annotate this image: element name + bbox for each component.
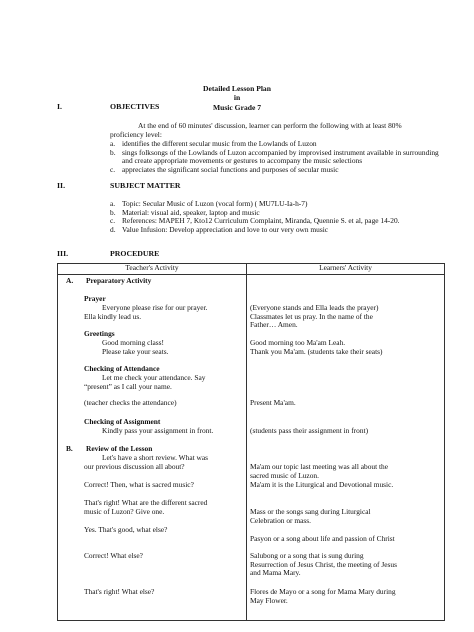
review-teacher-question: That's right! What are the different sacred music of Luzon? Give one. [84, 498, 208, 516]
attendance-heading: Checking of Attendance [84, 364, 160, 373]
subject-marker: d. [110, 224, 116, 234]
greetings-learner-text: Good morning too Ma'am Leah. Thank you Ma'am. (students take their seats) [250, 338, 383, 356]
attendance-learner-text: Present Ma'am. [250, 398, 296, 407]
review-teacher-question: Correct! Then, what is sacred music? [84, 480, 194, 489]
attendance-teacher-text: Let me check your attendance. Say “present” as I call your name. [84, 373, 206, 391]
attendance-teacher-note: (teacher checks the attendance) [84, 398, 177, 407]
review-teacher-question: That's right! What else? [84, 587, 155, 596]
subject-marker: c. [110, 216, 116, 226]
review-heading: B. Review of the Lesson [66, 444, 153, 453]
objectives-list [110, 140, 440, 174]
objective-marker: b. [110, 147, 116, 157]
procedure-number: III. [57, 249, 69, 258]
objectives-intro [110, 122, 440, 139]
review-learner-answer: Ma'am it is the Liturgical and Devotional music. [250, 480, 394, 489]
objective-marker: a. [110, 139, 116, 148]
learners-activity-cell [247, 275, 445, 621]
document-title [0, 84, 474, 112]
procedure-heading: PROCEDURE [110, 249, 160, 258]
teacher-column-header: Teacher's Activity [58, 264, 247, 275]
preparatory-heading: A. Preparatory Activity [66, 276, 152, 285]
subject-text: Value Infusion: Develop appreciation and love to our very own music [122, 224, 329, 234]
learners-column-header: Learners' Activity [247, 264, 445, 275]
procedure-table-body-row [58, 275, 445, 621]
subject-text: References: MAPEH 7, Kto12 Curriculum Complaint, Miranda, Quennie S. et al, page 14-20. [122, 216, 400, 226]
assignment-learner-text: (students pass their assignment in front) [250, 426, 369, 435]
subject-text: Material: visual aid, speaker, laptop and music [122, 207, 260, 217]
prayer-teacher-text: Everyone please rise for our prayer. Ella kindly lead us. [84, 303, 208, 321]
greetings-heading: Greetings [84, 329, 115, 338]
review-learner-answer: Salubong or a song that is sung during Resurrection of Jesus Christ, the meeting of Jesus and Mama Mary. [250, 551, 397, 578]
objective-marker: c. [110, 164, 116, 174]
review-learner-answer: Flores de Mayo or a song for Mama Mary during May Flower. [250, 587, 396, 605]
subject-heading: SUBJECT MATTER [110, 181, 181, 190]
assignment-heading: Checking of Assignment [84, 417, 161, 426]
title-line-3: Music Grade 7 [212, 102, 262, 112]
subject-marker: a. [110, 199, 116, 208]
review-learner-answer: Pasyon or a song about life and passion of Christ [250, 534, 395, 543]
objectives-heading: OBJECTIVES [110, 102, 160, 111]
title-line-2: in [233, 93, 241, 103]
objectives-intro-line-1: At the end of 60 minutes' discussion, learner can perform the following with at least 80% [138, 121, 402, 130]
procedure-table-header-row [58, 264, 445, 275]
subject-list [110, 200, 440, 234]
objective-item [110, 149, 440, 166]
review-learner-answer: Ma'am our topic last meeting was all about the sacred music of Luzon. [250, 462, 389, 480]
review-teacher-intro: Let's have a short review. What was our previous discussion all about? [84, 453, 208, 471]
assignment-teacher-text: Kindly pass your assignment in front. [102, 426, 214, 435]
prayer-learner-text: (Everyone stands and Ella leads the prayer) Classmates let us pray. In the name of the Father… Amen. [250, 303, 379, 330]
subject-text: Topic: Secular Music of Luzon (vocal form) ( MU7LU-Ia-h-7) [122, 199, 308, 208]
objectives-number: I. [57, 102, 62, 111]
review-learner-answer: Mass or the songs sang during Liturgical Celebration or mass. [250, 507, 371, 525]
objective-text: identifies the different secular music from the Lowlands of Luzon [122, 139, 317, 148]
title-line-1: Detailed Lesson Plan [203, 84, 271, 93]
procedure-table [57, 263, 445, 621]
review-teacher-question: Correct! What else? [84, 551, 143, 560]
objective-text: sings folksongs of the Lowlands of Luzon accompanied by improvised instrument available in surrounding and create appropriate movements or gestures to accompany the music selections [122, 147, 439, 166]
greetings-teacher-text: Good morning class! Please take your seats. [102, 338, 169, 356]
review-teacher-question: Yes. That's good, what else? [84, 525, 168, 534]
teacher-activity-cell [58, 275, 247, 621]
prayer-heading: Prayer [84, 294, 106, 303]
objectives-intro-line-2: proficiency level: [110, 129, 162, 139]
subject-item [110, 226, 440, 235]
objective-text: appreciates the significant social functions and purposes of secular music [122, 164, 339, 174]
subject-marker: b. [110, 207, 116, 217]
objective-item [110, 166, 440, 175]
subject-number: II. [57, 181, 66, 190]
